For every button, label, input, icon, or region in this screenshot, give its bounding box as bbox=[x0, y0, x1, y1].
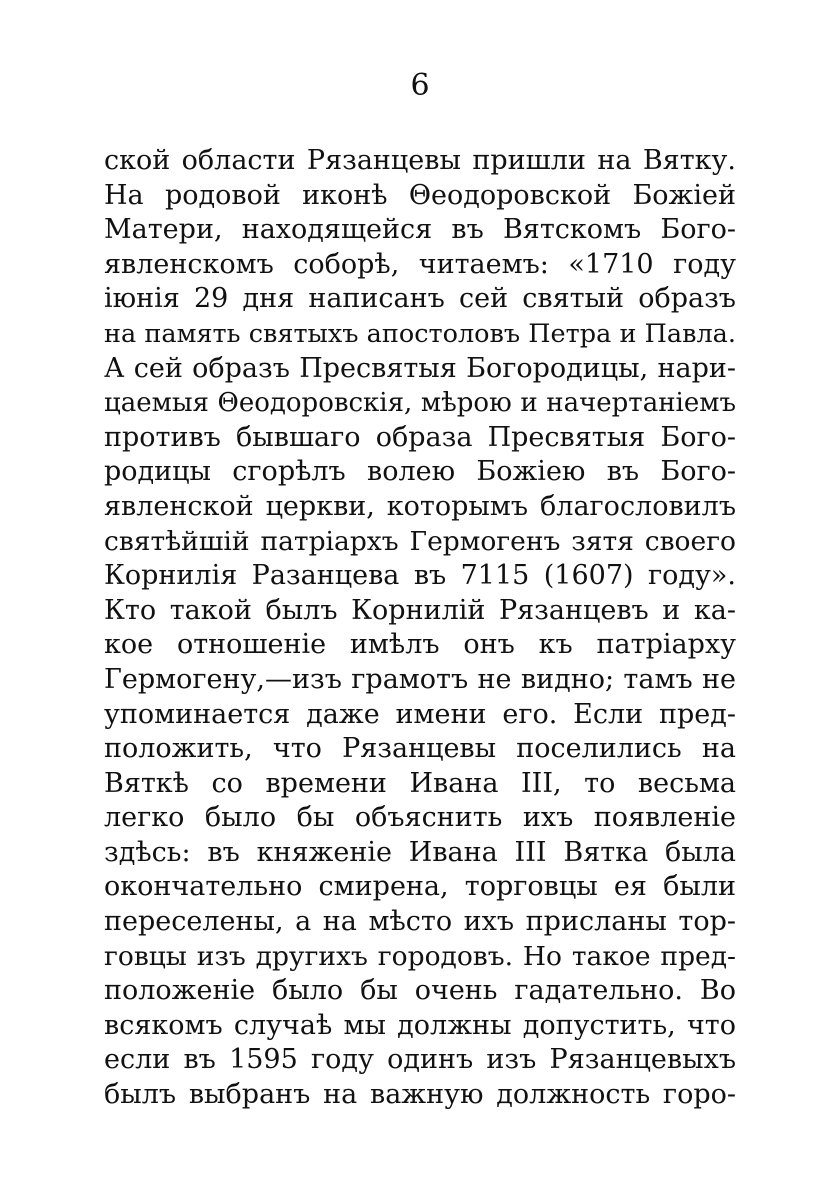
text-line: Кто такой былъ Корнилій Рязанцевъ и ка- bbox=[104, 594, 736, 626]
text-line: іюнія 29 дня написанъ сей святый образъ bbox=[104, 283, 736, 315]
text-line: кое отношеніе имѣлъ онъ къ патріарху bbox=[104, 629, 736, 661]
text-line: былъ выбранъ на важную должность горо- bbox=[104, 1079, 736, 1111]
text-line: всякомъ случаѣ мы должны допустить, что bbox=[104, 1009, 736, 1041]
text-line: А сей образъ Пресвятыя Богородицы, нари- bbox=[104, 352, 736, 384]
text-line: Гермогену,—изъ грамотъ не видно; тамъ не bbox=[104, 663, 736, 695]
text-line: положеніе было бы очень гадательно. Во bbox=[104, 975, 736, 1007]
text-line: явленскомъ соборѣ, читаемъ: «1710 году bbox=[104, 248, 736, 280]
text-line: здѣсь: въ княженіе Ивана III Вятка была bbox=[104, 836, 736, 868]
text-line: святѣйшій патріархъ Гермогенъ зятя своего bbox=[104, 525, 736, 557]
text-line: положить, что Рязанцевы поселились на bbox=[104, 733, 736, 765]
text-line: упоминается даже имени его. Если пред- bbox=[104, 698, 736, 730]
text-line: На родовой иконѣ Θеодоровской Божіей bbox=[104, 179, 736, 211]
text-line: легко было бы объяснить ихъ появленіе bbox=[104, 802, 736, 834]
page-number: 6 bbox=[410, 68, 430, 103]
text-line: явленской церкви, которымъ благословилъ bbox=[104, 490, 736, 522]
text-line: Матери, находящейся въ Вятскомъ Бого- bbox=[104, 214, 736, 246]
text-line: если въ 1595 году одинъ изъ Рязанцевыхъ bbox=[104, 1044, 736, 1076]
text-line: родицы сгорѣлъ волею Божіею въ Бого- bbox=[104, 456, 736, 488]
text-line: переселены, а на мѣсто ихъ присланы тор- bbox=[104, 906, 736, 938]
text-line: на память святыхъ апостоловъ Петра и Павла. bbox=[104, 318, 736, 349]
text-line: ской области Рязанцевы пришли на Вятку. bbox=[104, 145, 736, 176]
text-line: цаемыя Θеодоровскія, мѣрою и начертаніемъ bbox=[104, 388, 736, 419]
text-line: говцы изъ другихъ городовъ. Но такое пред- bbox=[104, 940, 736, 972]
text-line: Вяткѣ со времени Ивана III, то весьма bbox=[104, 767, 736, 799]
text-line: Корнилія Разанцева въ 7115 (1607) году». bbox=[104, 560, 736, 592]
text-line: противъ бывшаго образа Пресвятыя Бого- bbox=[104, 421, 736, 453]
text-line: окончательно смирена, торговцы ея были bbox=[104, 871, 736, 903]
body-text bbox=[104, 144, 736, 1113]
